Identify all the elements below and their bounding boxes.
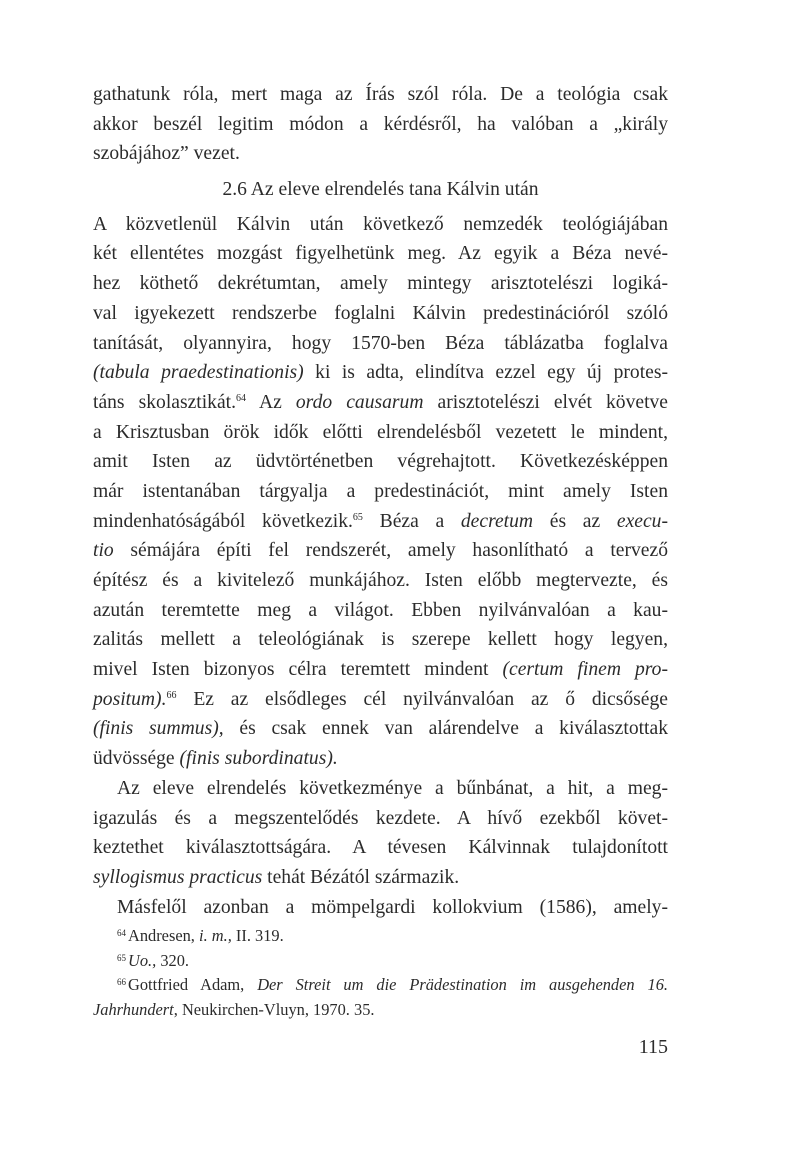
body-line: építész és a kivitelező munkájához. Isten előbb megtervezte, és — [93, 570, 668, 591]
italic-term: (finis subordinatus). — [179, 748, 338, 770]
footnote-number: 66 — [117, 977, 126, 988]
body-line: positum).$^{66}$ Ez az elsődleges cél nyilvánvalóan az ő dicsősége — [93, 688, 668, 710]
body-line: akkor beszél legitim módon a kérdésről, ha valóban a „király — [93, 113, 668, 135]
body-line: a Krisztusban örök idők előtti elrendelésből vezetett le mindent, — [93, 421, 668, 443]
body-line: (tabula praedestinationis) ki is adta, elindítva ezzel egy új protes- — [93, 362, 669, 384]
footnote-66: $^{66}$ Gottfried Adam, Der Streit um die Prädestination im ausgehenden 16. — [117, 975, 668, 995]
body-line: amit Isten az üdvtörténetben végrehajtott. Következésképpen — [93, 451, 668, 473]
footnote-66-cont: Jahrhundert, Neukirchen-Vluyn, 1970. 35. — [93, 1000, 375, 1020]
italic-term: (tabula praedestinationis) — [93, 362, 304, 384]
footnote-ref-64[interactable]: 64 — [236, 392, 247, 404]
body-line: gathatunk róla, mert maga az Írás szól róla. De a teológia csak — [93, 84, 668, 105]
body-line: A közvetlenül Kálvin után következő nemzedék teológiájában — [93, 213, 668, 235]
footnote-65: $^{65}$ Uo., 320. — [117, 950, 190, 970]
paragraph-3 — [93, 893, 668, 923]
body-line: szobájához” vezet. — [93, 143, 240, 165]
italic-term: execu- — [616, 510, 668, 532]
body-line: (finis summus), és csak ennek van alárendelve a kiválasztottak — [93, 718, 668, 740]
body-line: tio sémájára építi fel rendszerét, amely hasonlítható a tervező — [93, 540, 668, 562]
paragraph-1 — [93, 210, 668, 774]
body-line: zalitás mellett a teleológiának is szerepe kellett hogy legyen, — [93, 629, 668, 651]
body-line: mindenhatóságából következik.$^{65}$ Béza a decretum és az execu- — [93, 510, 668, 532]
italic-term: tio — [93, 540, 114, 562]
body-line: syllogismus practicus tehát Bézától származik. — [93, 866, 460, 888]
footnote-ref-66[interactable]: 66 — [166, 689, 177, 701]
body-line: val igyekezett rendszerbe foglalni Kálvin predestinációról szóló — [93, 302, 668, 324]
body-line: keztethet kiválasztottságára. A tévesen Kálvinnak tulajdonított — [93, 837, 668, 859]
body-line: két ellentétes mozgást figyelhetünk meg. Az egyik a Béza nevé- — [93, 243, 668, 265]
body-line: Másfelől azonban a mömpelgardi kollokvium (1586), amely- — [117, 896, 668, 918]
section-heading: 2.6 Az eleve elrendelés tana Kálvin után — [222, 179, 539, 201]
footnote-64: $^{64}$ Andresen, i. m., II. 319. — [117, 926, 284, 945]
page-body — [93, 80, 668, 922]
body-line: hez köthető dekrétumtan, amely mintegy arisztotelészi logiká- — [93, 273, 668, 295]
body-line: már istentanában tárgyalja a predestinációt, mint amely Isten — [93, 480, 668, 502]
italic-term: syllogismus practicus — [93, 866, 263, 888]
body-line: üdvössége (finis subordinatus). — [93, 748, 338, 770]
footnotes — [93, 924, 668, 1023]
italic-term: ordo causarum — [295, 391, 424, 413]
body-line: táns skolasztikát.$^{64}$ Az ordo causarum arisztotelészi elvét követve — [93, 391, 669, 413]
body-line: tanítását, olyannyira, hogy 1570-ben Béza táblázatba foglalva — [93, 332, 668, 354]
italic-term: (certum finem pro- — [502, 659, 669, 681]
body-line: Az eleve elrendelés következménye a bűnbánat, a hit, a meg- — [117, 777, 668, 799]
italic-term: (finis summus), — [93, 718, 224, 740]
body-line: mivel Isten bizonyos célra teremtett mindent (certum finem pro- — [93, 659, 669, 681]
footnote-ref-65[interactable]: 65 — [352, 511, 363, 523]
italic-term: positum). — [93, 688, 167, 710]
body-line: igazulás és a megszentelődés kezdete. A hívő ezekből követ- — [93, 807, 668, 829]
footnote-number: 65 — [117, 952, 126, 963]
paragraph-2 — [93, 774, 668, 893]
body-line: azután teremtette meg a világot. Ebben nyilvánvalóan a kau- — [93, 599, 668, 621]
footnote-number: 64 — [117, 928, 126, 938]
italic-term: decretum — [460, 510, 534, 532]
page-number: 115 — [638, 1036, 668, 1058]
